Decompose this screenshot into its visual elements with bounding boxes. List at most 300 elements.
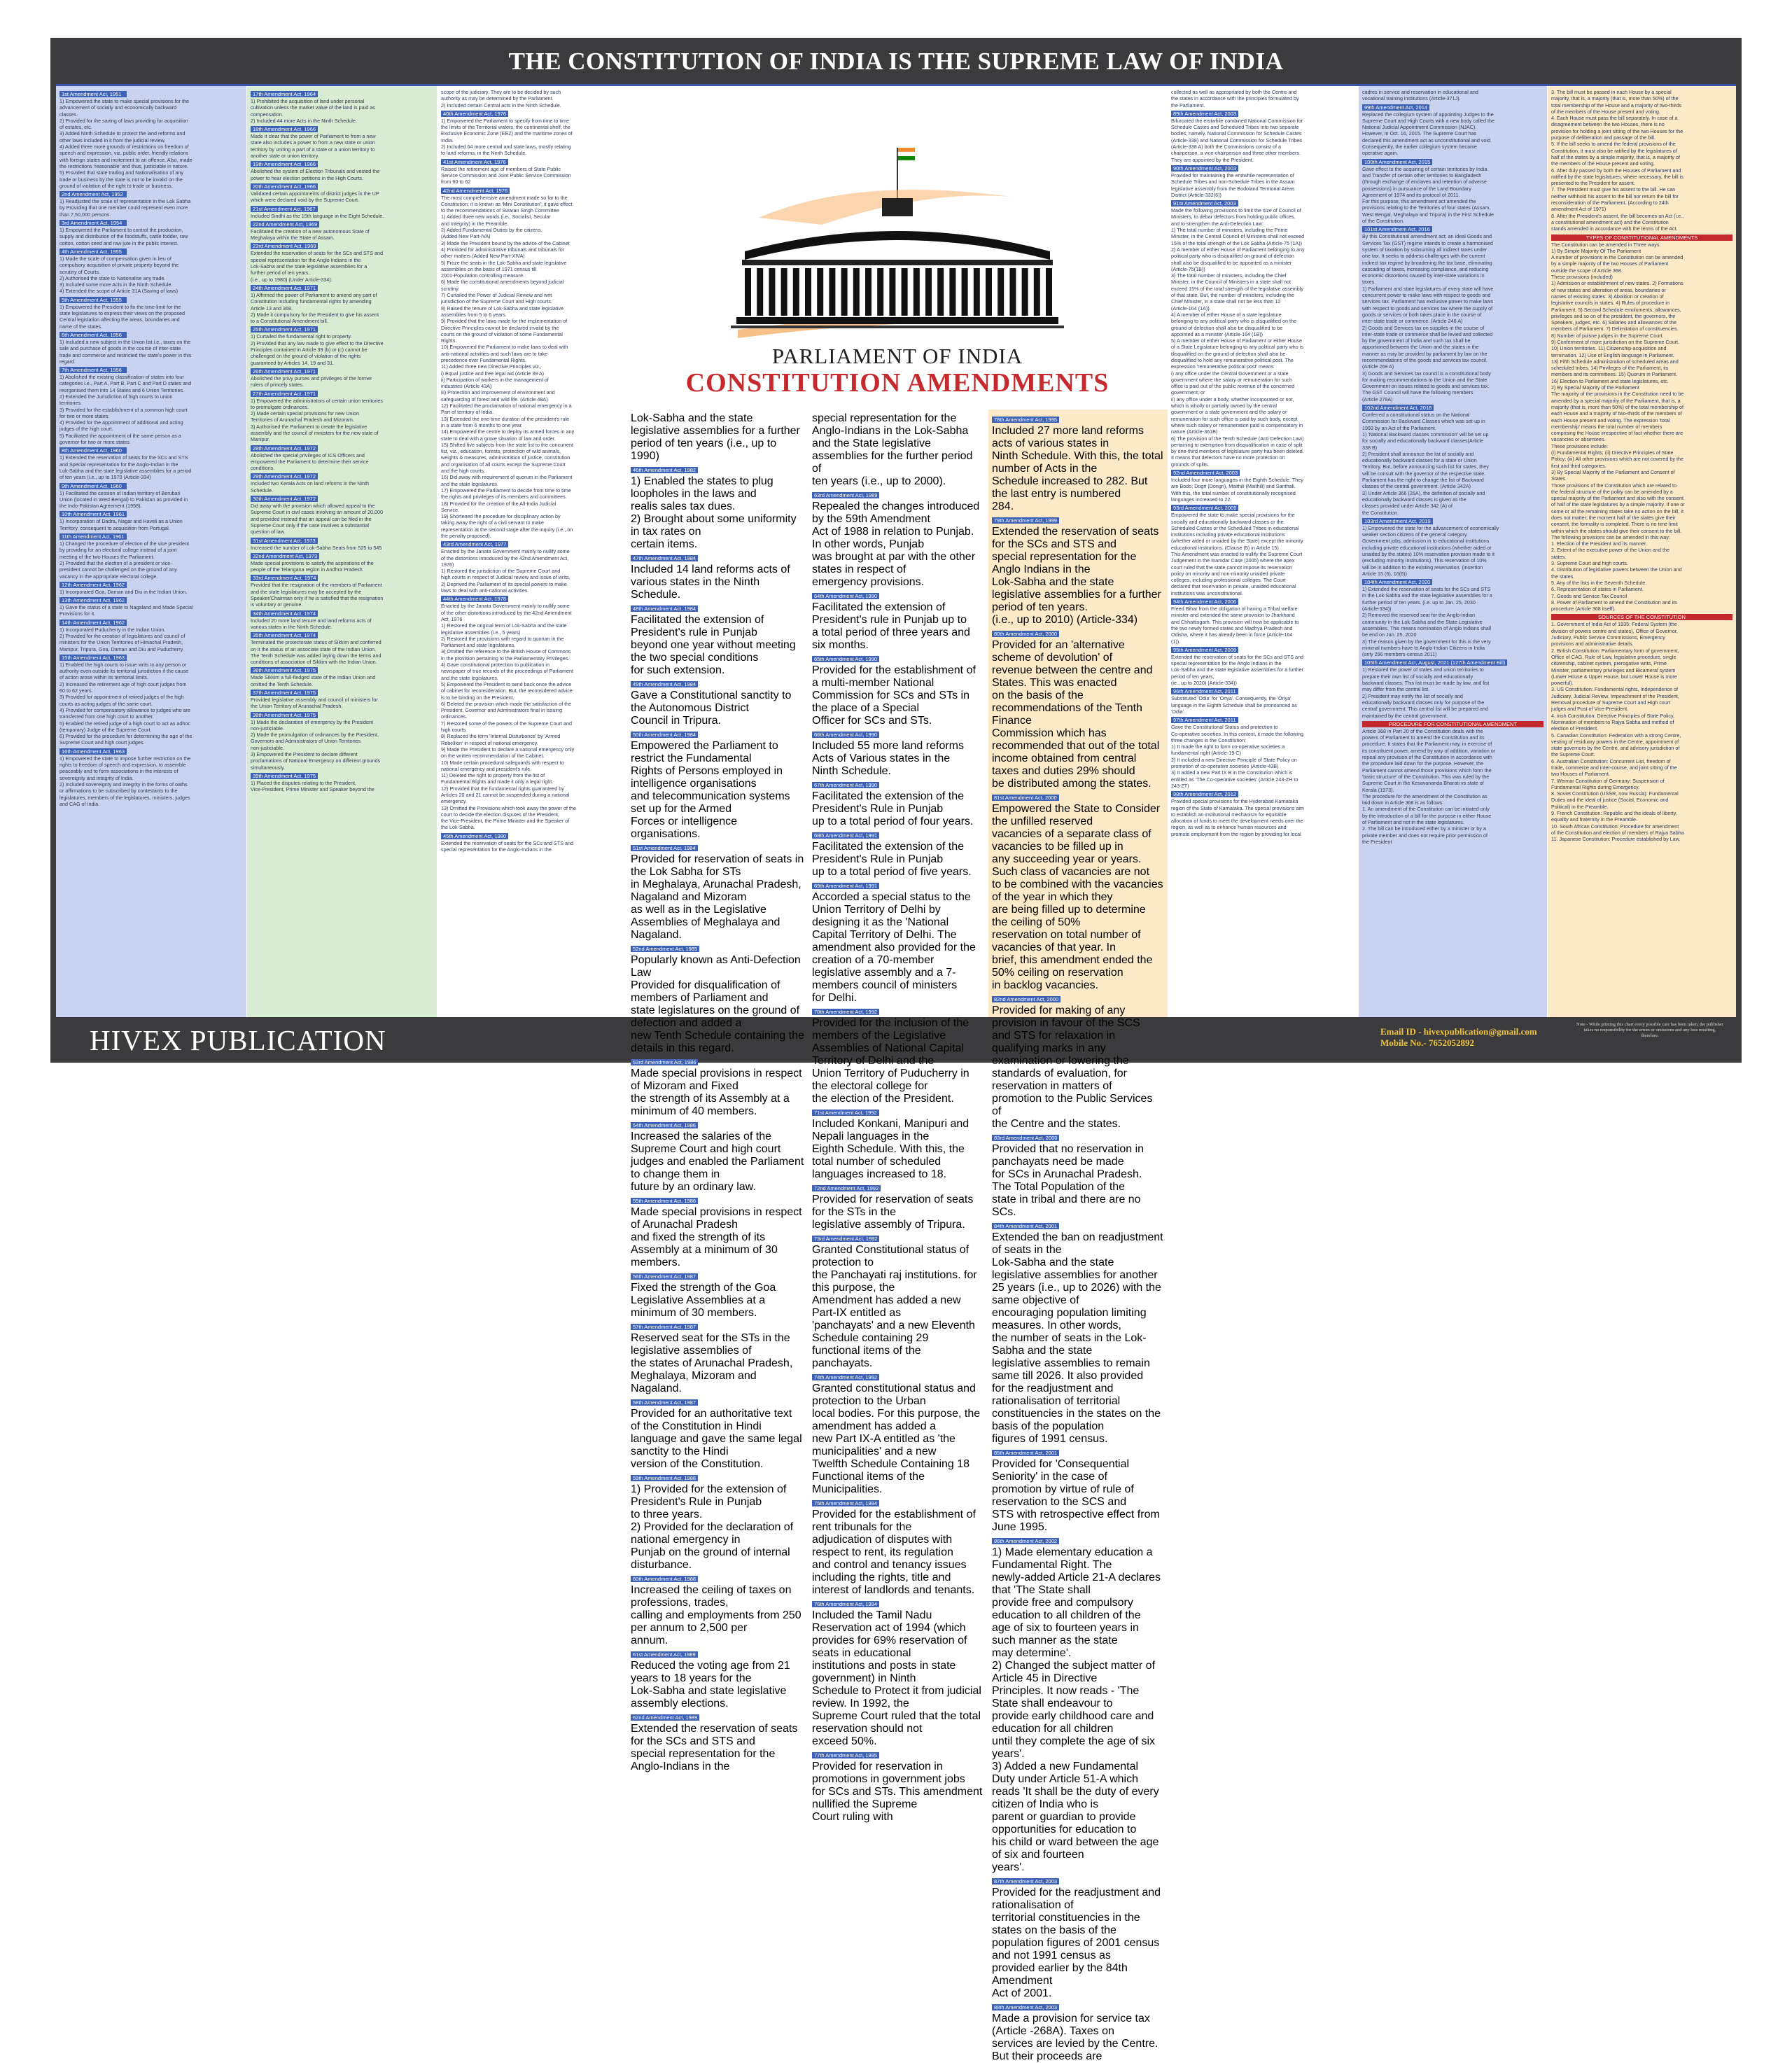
- amendment-text-line: socially and educationally backward classes or the: [1171, 518, 1284, 525]
- amendment-text-line: By this Constitutional amendment act; an ideal Goods and: [1362, 233, 1492, 240]
- amendment-text-line: for socially and educationally backward classes(Article: [1362, 438, 1483, 445]
- amendment-text-line: policy on minority and non-minority unaided private: [1171, 570, 1285, 577]
- amendment-text-line: promotion by virtue of rule of reservation to the SCS and: [992, 1483, 1134, 1508]
- amendment-text-line: the Vice-President, the Prime Minister and the Speaker of: [441, 818, 570, 825]
- amendment-text-line: Increased the salaries of the Supreme Court and high court: [631, 1131, 781, 1155]
- amendment-text-line: of cabinet for reconsideration. But, the reconsidered advice: [441, 687, 573, 694]
- amendment-text-line: to establish an institutional mechanism for equitable: [1171, 811, 1287, 818]
- amendment-text-line: minister and extended the same provision to Jharkhand: [1171, 612, 1295, 619]
- amendment-text-line: reads 'It shall be the duty of every citizen of India who is: [992, 1786, 1159, 1810]
- amendment-text-line: 1) Empowered the Parliament to control the production,: [59, 227, 183, 234]
- amendment-text-line: other matters (Added New Part-XIVA): [441, 253, 525, 260]
- amendment-text-line: 1) It made the right to form co-operative societies a: [1171, 743, 1285, 750]
- amendment-text-line: precedence over Fundamental Rights.: [441, 356, 526, 363]
- amendment-text-line: (Article-164 (1A)).: [1171, 305, 1211, 312]
- amendment-text-line: Governors and Administrators of Union Territories: [251, 738, 361, 745]
- amendment-text-line: amendment also provided for the creation of a 70-member: [812, 942, 976, 966]
- amendment-text-line: For this purpose, this amendment act amended the: [1362, 198, 1476, 205]
- pillar: [757, 268, 763, 316]
- amendment-text-line: rights to freedom of speech and expression, to assemble: [59, 762, 186, 769]
- amendment-text-line: legislative assemblies to remain same till 2026. It also provided: [992, 1357, 1150, 1382]
- amendment-text-line: 1) Restored the jurisdiction of the Supreme Court and: [441, 568, 561, 575]
- amendment-text-line: 1976): [441, 561, 454, 568]
- amendment-header: 42nd Amendment Act, 1976: [441, 188, 510, 194]
- amendment-text-line: with foreign states and incitement to an offence. Also, made: [59, 156, 192, 163]
- amendment-text-line: Fixed the strength of the Goa Legislative Assemblies at a: [631, 1282, 776, 1306]
- amendment-text-line: 1) Placed the disputes relating to the President,: [251, 779, 357, 786]
- amendment-text-line: goods or services or both takes place in the course of: [1362, 311, 1482, 318]
- amendment-text-line: 2) Removed the reserved seat for the Anglo-Indian: [1362, 612, 1476, 619]
- amendment-text-line: 1993 by an Act of the Parliament.: [1362, 424, 1436, 431]
- amendment-text-line: equality and fraternity in the Preamble.: [1551, 816, 1638, 823]
- amendment-text-line: by the introduction of a bill for the purpose in either House: [1362, 812, 1492, 819]
- amendment-text-line: Parliament has the right to change the list of Backward: [1362, 477, 1484, 484]
- amendment-text-line: cadres in service and reservation in educational and: [1362, 89, 1478, 95]
- amendment-text-line: 3) Provided for appointment of retired judges of the high: [59, 694, 184, 701]
- amendment-text-line: Commission for Backward Classes which was set-up in: [1362, 418, 1485, 425]
- amendment-text-line: ratified by the state legislatures, where necessary, the bill is: [1551, 173, 1684, 180]
- amendment-text-line: 2) Deprived the Parliament of its special powers to make: [441, 580, 567, 587]
- amendment-text-line: Union (located in West Bengal) to Pakistan as provided in: [59, 496, 188, 503]
- amendment-text-line: Minister, in the Council of Ministers in a state shall not: [1171, 279, 1291, 286]
- amendment-text-line: Abolished the system of Election Tribunals and vested the: [251, 168, 380, 175]
- amendment-text-line: vacancies of a separate class of vacancies to be filled up in: [992, 828, 1152, 853]
- poster-title: THE CONSTITUTION OF INDIA IS THE SUPREME LAW OF INDIA: [508, 48, 1284, 75]
- amendment-text-line: vesting of residuary powers in the Centre, appointment of: [1551, 738, 1679, 745]
- amendment-text-line: 5) Facilitated the appointment of the same person as a: [59, 432, 181, 439]
- pillar: [817, 268, 823, 316]
- amendment-text-line: 3. Supreme Court and high courts.: [1551, 560, 1628, 567]
- amendment-text-line: sale and purchase of goods in the course of inter-state: [59, 345, 181, 352]
- amendment-text-line: Made it clear that the power of Parliament to from a new: [251, 133, 376, 140]
- amendment-text-line: names of existing states. 3) Abolition or creation of: [1551, 293, 1664, 300]
- amendment-header: 57th Amendment Act, 1987: [631, 1324, 698, 1330]
- amendment-text-line: Officer for SCs and STs.: [812, 715, 932, 727]
- amendment-text-line: 10) Union territories. 11) Citizenship-acquisition and: [1551, 345, 1667, 352]
- upper-cornice: [742, 260, 1053, 265]
- amendment-text-line: The Tenth Schedule was added laying down the terms and: [251, 652, 382, 659]
- amendment-text-line: (Article-338) and National Commission for Schedule Tribes: [1171, 137, 1302, 144]
- amendment-text-line: educational institutions. (Clause (5) in Article 15): [1171, 544, 1279, 551]
- amendment-text-line: Articles 20 and 21 cannot be suspended during a national: [441, 791, 570, 798]
- amendment-text-line: governor for two or more states.: [59, 439, 131, 446]
- amendment-text-line: 7) Curtailed the Power of Judicial Review and writ: [441, 292, 552, 299]
- amendment-text-line: 1) Made elementary education a Fundamental Right. The: [992, 1546, 1153, 1571]
- amendment-text-line: Increased the number of Lok-Sabha Seats from 525 to 545: [251, 544, 382, 551]
- flag-saffron: [898, 148, 915, 152]
- amendment-text-line: for Delhi.: [812, 992, 858, 1004]
- amendment-text-line: Lok-Sabha and the state legislative assemblies for a further: [992, 576, 1161, 601]
- amendment-header: 73rd Amendment Act, 1992: [812, 1236, 879, 1242]
- amendment-text-line: exceed 50%.: [812, 1735, 877, 1747]
- amendment-text-line: Provided for disqualification of members of Parliament and: [631, 979, 780, 1004]
- amendment-text-line: Provided for an authoritative text of the Constitution in Hindi: [631, 1408, 792, 1432]
- amendment-text-line: belonging to any political party who is disqualified on the: [1171, 318, 1297, 325]
- amendment-text-line: the President: [1362, 838, 1392, 845]
- amendment-header: 104th Amendment Act, 2020: [1362, 579, 1432, 585]
- amendment-text-line: central government. This central list will be prepared and: [1362, 706, 1489, 713]
- amendment-text-line: representation at the second stage after the inquiry (i.e., on: [441, 526, 573, 533]
- amendment-text-line: Lok-Sabha and the state legislative assemblies for another: [992, 1257, 1158, 1281]
- amendment-text-line: Granted Constitutional status of protection to: [812, 1244, 969, 1268]
- amendment-text-line: Increased the ceiling of taxes on professions, trades,: [631, 1584, 792, 1609]
- amendment-text-line: 1) Parliament and state legislatures of every state will have: [1362, 285, 1494, 292]
- amendment-text-line: judges and Post of Vice-President.: [1551, 706, 1629, 713]
- amendment-text-line: disqualified to hold any remunerative political post. The: [1171, 356, 1294, 363]
- amendment-text-line: 12) Provided that the fundamental rights guaranteed by: [441, 785, 564, 792]
- amendment-header: 2nd Amendment Act, 1952: [59, 191, 127, 197]
- amendment-text-line: by the government of India and such tax shall be: [1362, 337, 1471, 344]
- amendment-header: 16th Amendment Act, 1963: [59, 748, 127, 755]
- amendment-text-line: 3. The bill must be passed in each House by a special: [1551, 89, 1672, 95]
- colonnade: [745, 268, 1052, 316]
- amendment-text-line: Speaker/Chairman only if he is satisfied that the resignation: [251, 595, 384, 602]
- amendment-text-line: for two or more states.: [59, 412, 110, 419]
- amendment-text-line: Extended the reservation of seats for the SCs and STS and: [1171, 653, 1303, 660]
- amendment-text-line: Facilitated the extension of President's rule in Punjab up to: [812, 601, 967, 626]
- amendment-text-line: cotton, cotton seed and raw jute in the public interest.: [59, 239, 178, 246]
- amendment-text-line: Odisha, where it has already been in force (Article-164: [1171, 631, 1293, 638]
- amendment-text-line: indirect tax regime by broadening the tax base, eliminating: [1362, 259, 1492, 266]
- amendment-text-line: exceed 15% of the total strength of the legislative assembly: [1171, 285, 1303, 292]
- lower-base: [736, 317, 1058, 324]
- amendment-text-line: Provided for the establishment of rent tribunals for the: [812, 1509, 976, 1533]
- amendment-text-line: annum.: [631, 1635, 668, 1646]
- amendment-text-line: 3) Added Ninth Schedule to protect the land reforms and: [59, 130, 186, 137]
- amendment-text-line: are being filled up to determine the ceiling of 50%: [992, 904, 1146, 928]
- amendment-text-line: Bifurcated the erstwhile combined National Commission for: [1171, 117, 1303, 124]
- amendment-text-line: 11) Added three new Directive Principles viz.,: [441, 363, 542, 370]
- amendment-text-line: Lok-Sabha and the state legislative assemblies for a: [251, 263, 368, 270]
- amendment-text-line: inter-state trade or commerce shall be levied and collected: [1362, 330, 1493, 337]
- amendment-text-line: Gave the Constitutional Status and protection to: [1171, 724, 1278, 731]
- amendment-text-line: the election of the President.: [812, 1093, 954, 1105]
- amendment-text-line: taxes.: [1362, 279, 1376, 286]
- amendment-text-line: the Union Territory of Arunachal Pradesh.: [251, 703, 343, 710]
- amendment-text-line: territory by uniting a part of a state or a union territory to: [251, 146, 375, 153]
- amendment-text-line: Court ruling with: [812, 1811, 893, 1823]
- amendment-text-line: court to decide the election disputes of the President,: [441, 811, 560, 818]
- amendment-text-line: transferred from one high court to another.: [59, 713, 154, 720]
- amendment-text-line: 2001-Population controlling measure.: [441, 272, 525, 279]
- amendment-text-line: appointed as a minister (Article-164 (1B)): [1171, 330, 1264, 337]
- amendment-header: 61st Amendment Act, 1989: [631, 1651, 698, 1658]
- amendment-header: 77th Amendment Act, 1995: [812, 1752, 879, 1758]
- amendment-text-line: 2) Provided for the declaration of national emergency in: [631, 1521, 794, 1546]
- amendment-text-line: Those provisions of the Constitution which are related to: [1551, 482, 1676, 489]
- amendment-text-line: further period of ten years,: [251, 270, 310, 277]
- amendment-text-line: 1) Incorporated Goa, Daman and Diu in the Indian Union.: [59, 588, 188, 595]
- amendment-header: 29th Amendment Act, 1972: [251, 473, 318, 480]
- amendment-text-line: 1) Abolished the existing classification of states into four: [59, 374, 184, 381]
- amendment-text-line: for SCs in Arunachal Pradesh. The Total Population of the: [992, 1168, 1142, 1193]
- amendment-header: 85th Amendment Act, 2001: [992, 1450, 1059, 1456]
- amendment-text-line: in a state from 6 months to one year.: [441, 421, 523, 428]
- amendment-text-line: high courts.: [441, 727, 468, 734]
- amendment-text-line: amended by a special majority of the Parliament, that is, a: [1551, 397, 1681, 404]
- amendment-header: 40th Amendment Act, 1976: [441, 111, 508, 117]
- amendment-text-line: 4. Irish Constitution: Directive Principles of State Policy,: [1551, 712, 1675, 719]
- amendment-header: 25th Amendment Act, 1971: [251, 326, 318, 333]
- amendment-text-line: of a State Legislature belonging to any political party who is: [1171, 344, 1303, 351]
- amendment-header: 50th Amendment Act, 1984: [631, 732, 698, 738]
- amendment-text-line: (excluding minority institutions). This reservation of 10%: [1362, 557, 1487, 564]
- pillar: [1022, 268, 1028, 316]
- amendment-text-line: disagreement between the two Houses, there is no: [1551, 121, 1665, 128]
- amendment-text-line: list, viz., education, forests, protection of wild animals,: [441, 448, 561, 455]
- amendment-text-line: services are levied by the Centre. But their proceeds are: [992, 2038, 1158, 2062]
- amendment-text-line: Article 368 in Part 20 of the Constitution deals with the: [1362, 727, 1483, 734]
- amendment-text-line: each House present and voting. The expression 'total: [1551, 417, 1670, 424]
- amendment-text-line: West Bengal, Meghalaya and Tripura) in the First Schedule: [1362, 211, 1494, 218]
- amendment-text-line: 9. French Constitution: Republic and the ideals of liberty,: [1551, 810, 1677, 817]
- amendment-text-line: high courts in respect of Judicial review and issue of writs.: [441, 574, 570, 581]
- amendment-header: 49th Amendment Act, 1984: [631, 681, 698, 687]
- column-amendments-78-88: [988, 410, 1168, 2062]
- amendment-text-line: from 60 to 62: [441, 179, 471, 186]
- amendment-text-line: various states in the Ninth Schedule.: [251, 623, 332, 630]
- amendment-text-line: members and its committees. 15) Quorum in Parliament.: [1551, 371, 1678, 378]
- amendment-text-line: 5) A member of either House of Parliament or either House: [1171, 337, 1302, 344]
- amendment-text-line: 2. The bill can be introduced either by a minister or by a: [1362, 825, 1486, 832]
- amendment-text-line: Co-operative societies. In this context, it made the following: [1171, 730, 1303, 737]
- amendment-text-line: powers of Parliament to amend the Constitution and its: [1362, 734, 1485, 741]
- amendment-text-line: educationally backward classes for a state or Union: [1362, 457, 1477, 464]
- amendment-text-line: Extended the ban on readjustment of seats in the: [992, 1231, 1163, 1256]
- amendment-text-line: newspaper of true records of the proceedings of Parliament: [441, 668, 573, 675]
- amendment-text-line: authority even outside its territorial jurisdiction if the cause: [59, 668, 189, 675]
- amendment-text-line: are Bodo, Dogri (Dongri), Maithili (Maithili) and Santhali.: [1171, 483, 1296, 490]
- amendment-header: 95th Amendment Act, 2009: [1171, 647, 1238, 653]
- amendment-text-line: on the written recommendation of the Cabinet.: [441, 753, 545, 760]
- amendment-text-line: 14) Empowered the centre to deploy its armed forces in any: [441, 428, 575, 435]
- amendment-text-line: other laws included in it from the judicial review.: [59, 137, 166, 144]
- amendment-header: 35th Amendment Act, 1974: [251, 632, 318, 638]
- amendment-text-line: by a simple majority of the two Houses of Parliament: [1551, 260, 1669, 267]
- amendment-text-line: any succeeding year or years. Such class of vacancies are not: [992, 853, 1150, 878]
- amendment-text-line: allocation of funds to meet the development needs over the: [1171, 818, 1303, 825]
- amendment-text-line: in backlog vacancies.: [992, 979, 1099, 991]
- amendment-text-line: Provided for making of any provision in favour of the SCS: [992, 1005, 1140, 1029]
- amendment-header: 45th Amendment Act, 1980: [441, 833, 508, 839]
- amendment-text-line: i) Equal justice and free legal aid (Article 39 A): [441, 370, 545, 377]
- amendment-text-line: possessions) in pursuance of the Land Boundary: [1362, 185, 1471, 192]
- amendment-text-line: speech and expression, viz. public order, friendly relations: [59, 150, 189, 157]
- amendment-text-line: omitted the Tenth Schedule.: [251, 680, 313, 687]
- amendment-text-line: and to strengthen the Anti-Defection Law:: [1171, 220, 1264, 227]
- amendment-text-line: state governors by the Centre, and advisory jurisdiction of: [1551, 745, 1680, 752]
- amendment-text-line: taking away the right of a civil servant to make: [441, 519, 545, 526]
- amendment-header: 20th Amendment Act, 1966: [251, 183, 318, 190]
- amendment-text-line: meeting of the two Houses the Parliament.: [59, 553, 155, 560]
- amendment-text-line: 4) Extended the scope of Article 31A (Saving of laws): [59, 288, 178, 295]
- contact-email[interactable]: Email ID - hivexpublication@gmail.com: [1380, 1026, 1537, 1037]
- amendment-text-line: government where the salary or remuneration for such: [1171, 376, 1292, 383]
- amendment-text-line: 1) Incorporated Puducherry in the Indian Union.: [59, 626, 166, 633]
- amendment-text-line: members.: [631, 1257, 681, 1268]
- amendment-text-line: Constitution; it is known as 'Mini Constitution'; it gave effect: [441, 200, 573, 207]
- amendment-text-line: promote employment from the region by providing for local: [1171, 830, 1301, 837]
- amendment-text-line: reservation in matters of promotion to the Public Services of: [992, 1080, 1153, 1117]
- amendment-text-line: entitled as 'The Co-operative societies' (Article 243-ZH to: [1171, 776, 1298, 783]
- amendment-text-line: will be consult with the governor of the respective state.: [1362, 470, 1486, 477]
- amendment-text-line: Rebellion' in respect of national emergency.: [441, 739, 538, 746]
- amendment-text-line: by one-third members of legislature party has been deleted.: [1171, 448, 1304, 455]
- amendment-text-line: 3) Under Article 366 (26A), the definition of socially and: [1362, 489, 1485, 496]
- amendment-text-line: emergency.: [441, 798, 468, 805]
- amendment-header: 47th Amendment Act, 1984: [631, 555, 698, 561]
- pillar: [986, 268, 992, 316]
- amendment-text-line: by providing for an electoral college instead of a joint: [59, 547, 177, 554]
- amendment-text-line: Did away with the provision which allowed appeal to the: [251, 503, 375, 510]
- amendment-text-line: until they complete the age of six years'.: [992, 1735, 1156, 1760]
- amendment-text-line: new Tenth Schedule containing the details in this regard.: [631, 1030, 804, 1054]
- amendment-text-line: 3) By Special Majority of the Parliament and Consent of: [1551, 468, 1675, 475]
- amendment-text-line: Provided for the establishment of a multi-member National: [812, 664, 976, 689]
- amendment-text-line: Fundamental Rights and made it only a legal right.: [441, 778, 554, 785]
- amendment-text-line: provide free and compulsory education to all children of the: [992, 1597, 1141, 1621]
- amendment-text-line: question of law.: [251, 529, 286, 536]
- amendment-text-line: Made special provisions in respect of Mizoram and Fixed: [631, 1068, 802, 1092]
- amendment-text-line: Policy; (iii) All other provisions which are not covered by the: [1551, 456, 1684, 463]
- amendment-text-line: and Special representation for the Anglo-Indian in the: [59, 461, 178, 468]
- amendment-text-line: Principles contained in Article 39 (b) or (c) cannot be: [251, 347, 368, 354]
- amendment-text-line: purpose of deliberation and passage of the bill.: [1551, 134, 1656, 141]
- amendment-text-line: version of the Constitution.: [631, 1458, 764, 1470]
- amendment-text-line: (Article-334)): [1362, 606, 1392, 613]
- amendment-text-line: the members of the House present and voting.: [1551, 160, 1655, 167]
- amendment-text-line: 1) Included a new subject in the Union list i.e., taxes on the: [59, 338, 191, 345]
- amendment-text-line: Minister, parliamentary privileges and Bicameral system: [1551, 666, 1676, 673]
- amendment-header: 79th Amendment Act, 1999: [992, 517, 1059, 524]
- amendment-text-line: special representation for the Anglo Indians in the: [992, 551, 1137, 575]
- amendment-text-line: 5) Enabled the retired judge of a high court to act as adhoc: [59, 720, 190, 727]
- poster: [50, 38, 1742, 2062]
- amendment-header: 75th Amendment Act, 1994: [812, 1500, 879, 1506]
- amendment-text-line: Agreement of 1974 and its protocol of 2011.: [1362, 191, 1460, 198]
- amendment-text-line: categories i.e., Part A, Part B, Part C and Part D states and: [59, 380, 192, 387]
- amendment-text-line: within which the states should give their consent to the bill.: [1551, 527, 1682, 534]
- amendment-text-line: Part of territory of India.: [441, 409, 494, 416]
- amendment-text-line: Popularly known as Anti-Defection Law: [631, 954, 801, 979]
- amendment-text-line: to be combined with the vacancies of the year in which they: [992, 879, 1163, 903]
- amendment-text-line: 4) Added three more grounds of restrictions on freedom of: [59, 144, 189, 151]
- amendment-text-line: Made special provisions to satisfy the aspirations of the: [251, 559, 374, 566]
- amendment-text-line: special representation for the Anglo-Indians in the: [631, 1748, 776, 1772]
- amendment-text-line: President, Governor and Administrators final in issuing: [441, 707, 562, 714]
- column-amendments-88-98: [1168, 86, 1358, 1017]
- amendment-text-line: in Meghalaya, Arunachal Pradesh, Nagaland and Mizoram: [631, 879, 802, 903]
- amendment-text-line: jurisdiction of the Supreme Court and High courts.: [441, 298, 553, 305]
- amendment-text-line: declared this amendment act as unconstitutional and void.: [1362, 137, 1492, 144]
- amendment-text-line: Reserved seat for the STs in the legislative assemblies of: [631, 1332, 790, 1357]
- amendment-header: 60th Amendment Act, 1988: [631, 1576, 698, 1582]
- amendment-text-line: Supreme Court ruled that the total reservation should not: [812, 1710, 981, 1735]
- amendment-text-line: Judiciary, Judicial Review, Impeachment of the President,: [1551, 692, 1679, 699]
- amendment-text-line: (Article 279A): [1362, 396, 1393, 403]
- amendment-text-line: 2) Changed the subject matter of Article 45 in Directive: [992, 1660, 1156, 1684]
- amendment-text-line: cascading of taxes, increasing compliance, and reducing: [1362, 265, 1489, 272]
- amendment-header: 15th Amendment Act, 1963: [59, 655, 127, 661]
- amendment-text-line: Provided for 'Consequential Seniority' in the case of: [992, 1458, 1130, 1483]
- amendment-text-line: Provided that no reservation in panchayats need be made: [992, 1143, 1144, 1168]
- amendment-text-line: Granted constitutional status and protection to the Urban: [812, 1383, 976, 1407]
- amendment-text-line: (1)).: [1171, 638, 1181, 645]
- amendment-header: SOURCES OF THE CONSTITUTION: [1551, 614, 1732, 620]
- amendment-text-line: Twelfth Schedule Containing 18 Functional items of the: [812, 1458, 970, 1483]
- amendment-text-line: 7. The President must give his assent to the bill. He can: [1551, 186, 1676, 193]
- amendment-text-line: 1. Government of India Act of 1935: Federal System (the: [1551, 621, 1677, 628]
- amendment-text-line: the Lok-Sabha.: [441, 824, 475, 831]
- amendment-text-line: ten years (i.e., up to 2000).: [812, 475, 946, 487]
- amendment-text-line: government or a state government and the salary or: [1171, 409, 1287, 416]
- amendment-text-line: 18) Provided for the creation of the All-India Judicial: [441, 500, 556, 507]
- amendment-text-line: the Centre and the states.: [992, 1118, 1121, 1130]
- amendment-text-line: 3) Provided for the establishment of a common high court: [59, 406, 188, 413]
- amendment-text-line: 5. Canadian Constitution: Federation with a strong Centre,: [1551, 732, 1681, 739]
- amendment-text-line: and Transfer of certain other territories to Bangladesh: [1362, 172, 1482, 179]
- column-amendments-99-105: [1358, 86, 1547, 1017]
- amendment-text-line: compulsory acquisition of private property beyond the: [59, 262, 179, 269]
- amendment-text-line: 3) Goods and Services tax council is a constitutional body: [1362, 370, 1491, 377]
- amendment-header: 7th Amendment Act, 1956: [59, 367, 127, 373]
- amendment-text-line: 338 B): [1362, 444, 1378, 451]
- amendment-header: 59th Amendment Act, 1988: [631, 1475, 698, 1481]
- amendment-text-line: Extended the reservation of seats for the SCs and STS and: [251, 250, 383, 257]
- amendment-text-line: election of President.: [1551, 725, 1599, 732]
- amendment-text-line: It means that defectors have no more protection on: [1171, 454, 1285, 461]
- amendment-text-line: 1) Affirmed the power of Parliament to amend any part of: [251, 291, 377, 298]
- amendment-text-line: 9) Provided that the laws made for the implementation of: [441, 318, 568, 325]
- amendment-text-line: 2) Increased the retirement age of high court judges from: [59, 680, 187, 687]
- amendment-text-line: regard.: [59, 358, 76, 365]
- amendment-header: 74th Amendment Act, 1992: [812, 1374, 879, 1380]
- amendment-text-line: Included Konkani, Manipuri and Nepali languages in the: [812, 1118, 969, 1142]
- amendment-text-line: Municipalities.: [812, 1483, 883, 1495]
- amendment-text-line: Provided that the resignation of the members of Parliament: [251, 582, 382, 589]
- amendment-text-line: 25 years (i.e., up to 2026) with the same objective of: [992, 1282, 1161, 1306]
- amendment-text-line: 3) It added a new Part IX B in the Constitution which is: [1171, 769, 1293, 776]
- column-amendments-17-39: [246, 86, 437, 1017]
- amendment-text-line: classes provided under Article 342 (A) of: [1362, 503, 1453, 510]
- pillar: [949, 268, 955, 316]
- parliament-of-india-label: PARLIAMENT OF INDIA: [771, 344, 1023, 368]
- pillar: [805, 268, 811, 316]
- amendment-text-line: 8. After the President's assent, the bill becomes an Act (i.e.,: [1551, 212, 1684, 219]
- amendment-text-line: Facilitated the extension of the President's Rule in Punjab: [812, 841, 965, 865]
- amendment-text-line: grounds of splits.: [1171, 461, 1210, 468]
- amendment-text-line: institutions was unconstitutional.: [1171, 589, 1243, 596]
- amendment-text-line: Commission for SCs and STs in the place of a Special: [812, 690, 969, 714]
- amendment-header: 64th Amendment Act, 1990: [812, 593, 879, 599]
- parliament-illustration-panel: [627, 86, 1168, 410]
- amendment-text-line: powerful).: [1551, 680, 1574, 687]
- amendment-text-line: ordinances.: [441, 713, 468, 720]
- amendment-text-line: outside the scope of Article 368.: [1551, 267, 1623, 274]
- amendment-text-line: Provided for reservation in promotions in government jobs: [812, 1761, 965, 1785]
- amendment-text-line: his child or ward between the age of six and fourteen: [992, 1836, 1159, 1861]
- amendment-text-line: institutions including private educational institutions: [1171, 531, 1285, 538]
- amendment-text-line: termination. 12) Use of English language in Parliament.: [1551, 351, 1674, 358]
- pillar: [962, 268, 968, 316]
- amendment-text-line: 8) Raised the tenure of Lok-Sabha and state legislative: [441, 305, 564, 312]
- amendment-header: 19th Amendment Act, 1966: [251, 161, 318, 167]
- amendment-header: 23rd Amendment Act, 1969: [251, 243, 318, 249]
- amendment-text-line: Replaced the collegium system of appointing Judges to the: [1362, 111, 1494, 118]
- amendment-header: 48th Amendment Act, 1984: [631, 606, 698, 612]
- amendment-text-line: Amendment has added a new Part-IX entitled as: [812, 1294, 961, 1319]
- amendment-text-line: i) any office under the Central Government or a state: [1171, 370, 1289, 377]
